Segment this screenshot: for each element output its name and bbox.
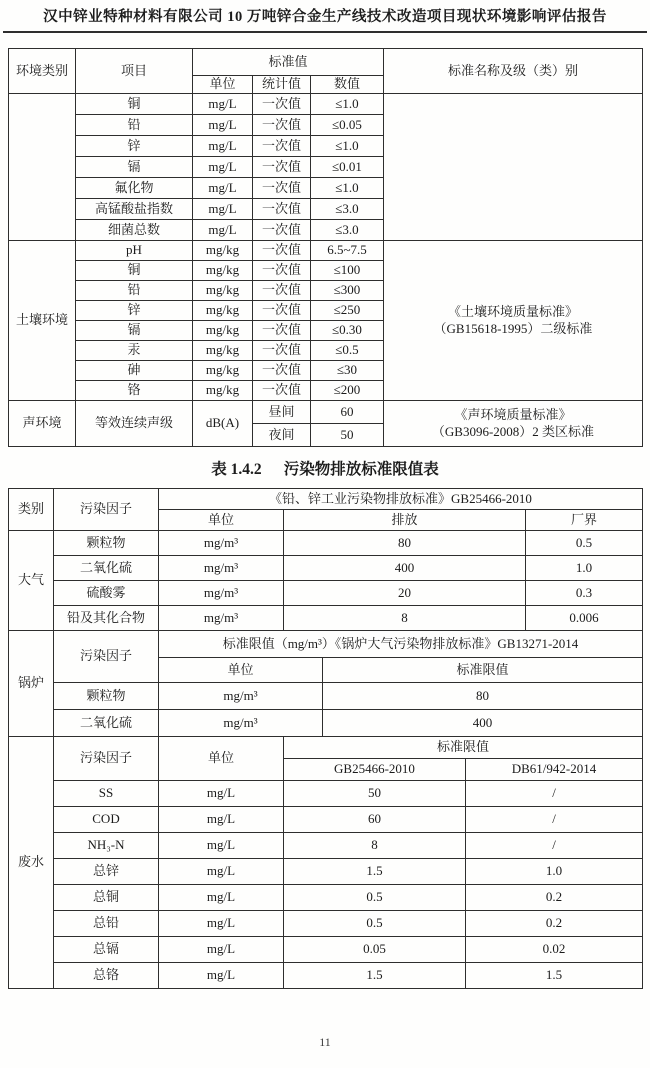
standard-name-line1: 《土壤环境质量标准》 (447, 304, 578, 320)
value-cell: ≤0.05 (311, 115, 384, 136)
air-standard-header: 《铅、锌工业污染物排放标准》GB25466-2010 (159, 489, 643, 510)
boundary-cell: 0.006 (526, 606, 643, 631)
gb-limit-cell: 50 (284, 781, 466, 807)
wastewater-limit-header: 标准限值 (284, 737, 643, 759)
table-caption-text: 污染物排放标准限值表 (283, 461, 439, 478)
header-rule (3, 31, 647, 33)
stat-cell: 一次值 (253, 261, 311, 281)
standard-name-cell-empty (384, 94, 643, 241)
factor-cell: 总锌 (54, 859, 159, 885)
stat-cell: 一次值 (253, 321, 311, 341)
boiler-subheader-limit: 标准限值 (323, 658, 643, 683)
gb-limit-cell: 8 (284, 833, 466, 859)
value-cell: ≤300 (311, 281, 384, 301)
value-cell: 6.5~7.5 (311, 241, 384, 261)
item-cell: 镉 (76, 321, 193, 341)
value-cell: 50 (311, 424, 384, 447)
value-cell: ≤3.0 (311, 220, 384, 241)
value-cell: ≤200 (311, 381, 384, 401)
gb-limit-cell: 0.5 (284, 911, 466, 937)
col-header-standard-value: 标准值 (193, 49, 384, 76)
standard-name-line2: （GB3096-2008）2 类区标准 (431, 423, 595, 439)
db-limit-cell: 1.0 (466, 859, 643, 885)
document-header (0, 0, 650, 33)
value-cell: 60 (311, 401, 384, 424)
factor-cell: 二氧化硫 (54, 556, 159, 581)
factor-cell: 颗粒物 (54, 531, 159, 556)
category-cell-wastewater: 废水 (9, 737, 54, 989)
item-cell: 氟化物 (76, 178, 193, 199)
unit-cell: mg/L (193, 136, 253, 157)
unit-cell: mg/m³ (159, 710, 323, 737)
air-subheader-emission: 排放 (284, 510, 526, 531)
stat-cell: 一次值 (253, 361, 311, 381)
category-cell-noise: 声环境 (9, 401, 76, 447)
emission-limits-table (8, 488, 643, 989)
stat-cell: 一次值 (253, 281, 311, 301)
unit-cell: mg/kg (193, 261, 253, 281)
value-cell: ≤0.30 (311, 321, 384, 341)
period-cell: 夜间 (253, 424, 311, 447)
gb-limit-cell: 0.5 (284, 885, 466, 911)
item-cell-noise: 等效连续声级 (76, 401, 193, 447)
item-cell: 镉 (76, 157, 193, 178)
unit-cell: mg/L (193, 157, 253, 178)
item-cell: 铬 (76, 381, 193, 401)
emission-cell: 400 (284, 556, 526, 581)
db-limit-cell: 0.2 (466, 885, 643, 911)
unit-cell: mg/m³ (159, 556, 284, 581)
db-limit-cell: 0.02 (466, 937, 643, 963)
unit-cell-noise: dB(A) (193, 401, 253, 447)
unit-cell: mg/L (159, 807, 284, 833)
stat-cell: 一次值 (253, 157, 311, 178)
standard-name-line1: 《声环境质量标准》 (454, 407, 572, 423)
col-header-category: 类别 (9, 489, 54, 531)
value-cell: ≤0.5 (311, 341, 384, 361)
db-limit-cell: 1.5 (466, 963, 643, 989)
col-header-value: 数值 (311, 76, 384, 94)
wastewater-subheader-gb: GB25466-2010 (284, 759, 466, 781)
emission-cell: 80 (284, 531, 526, 556)
boundary-cell: 1.0 (526, 556, 643, 581)
factor-cell: 总铬 (54, 963, 159, 989)
stat-cell: 一次值 (253, 199, 311, 220)
value-cell: ≤1.0 (311, 178, 384, 199)
gb-limit-cell: 60 (284, 807, 466, 833)
col-header-item: 项目 (76, 49, 193, 94)
factor-cell: 硫酸雾 (54, 581, 159, 606)
db-limit-cell: 0.2 (466, 911, 643, 937)
boundary-cell: 0.3 (526, 581, 643, 606)
emission-cell: 8 (284, 606, 526, 631)
item-cell: 高锰酸盐指数 (76, 199, 193, 220)
value-cell: ≤30 (311, 361, 384, 381)
unit-cell: mg/kg (193, 281, 253, 301)
stat-cell: 一次值 (253, 220, 311, 241)
unit-cell: mg/m³ (159, 581, 284, 606)
stat-cell: 一次值 (253, 381, 311, 401)
factor-cell: 总铅 (54, 911, 159, 937)
category-cell-empty (9, 94, 76, 241)
page-number: 11 (319, 1035, 331, 1049)
standard-name-line2: （GB15618-1995）二级标准 (433, 320, 593, 336)
col-header-category: 环境类别 (9, 49, 76, 94)
wastewater-subheader-db: DB61/942-2014 (466, 759, 643, 781)
limit-cell: 400 (323, 710, 643, 737)
item-cell: 铜 (76, 94, 193, 115)
document-title: 汉中锌业特种材料有限公司 10 万吨锌合金生产线技术改造项目现状环境影响评估报告 (43, 9, 607, 25)
stat-cell: 一次值 (253, 301, 311, 321)
air-subheader-unit: 单位 (159, 510, 284, 531)
unit-cell: mg/L (193, 115, 253, 136)
unit-cell: mg/kg (193, 381, 253, 401)
unit-cell: mg/m³ (159, 683, 323, 710)
value-cell: ≤3.0 (311, 199, 384, 220)
db-limit-cell: / (466, 833, 643, 859)
standard-name-cell-soil (384, 241, 643, 401)
db-limit-cell: / (466, 807, 643, 833)
emission-cell: 20 (284, 581, 526, 606)
category-cell-soil: 土壤环境 (9, 241, 76, 401)
unit-cell: mg/L (159, 911, 284, 937)
item-cell: 铜 (76, 261, 193, 281)
unit-cell: mg/kg (193, 341, 253, 361)
boiler-factor-header: 污染因子 (54, 631, 159, 683)
standards-quality-table (8, 48, 643, 447)
item-cell: 铅 (76, 281, 193, 301)
wastewater-factor-header: 污染因子 (54, 737, 159, 781)
boundary-cell: 0.5 (526, 531, 643, 556)
unit-cell: mg/L (159, 859, 284, 885)
factor-cell: COD (54, 807, 159, 833)
category-cell-air: 大气 (9, 531, 54, 631)
factor-cell: SS (54, 781, 159, 807)
value-cell: ≤100 (311, 261, 384, 281)
factor-cell: 颗粒物 (54, 683, 159, 710)
gb-limit-cell: 1.5 (284, 859, 466, 885)
stat-cell: 一次值 (253, 341, 311, 361)
unit-cell: mg/L (159, 963, 284, 989)
gb-limit-cell: 1.5 (284, 963, 466, 989)
item-cell: 细菌总数 (76, 220, 193, 241)
unit-cell: mg/kg (193, 321, 253, 341)
unit-cell: mg/kg (193, 361, 253, 381)
db-limit-cell: / (466, 781, 643, 807)
factor-cell: 总镉 (54, 937, 159, 963)
factor-cell: 总铜 (54, 885, 159, 911)
air-subheader-boundary: 厂界 (526, 510, 643, 531)
boiler-subheader-unit: 单位 (159, 658, 323, 683)
unit-cell: mg/kg (193, 241, 253, 261)
stat-cell: 一次值 (253, 241, 311, 261)
stat-cell: 一次值 (253, 178, 311, 199)
item-cell: 砷 (76, 361, 193, 381)
standard-name-cell-noise (384, 401, 643, 447)
unit-cell: mg/L (159, 781, 284, 807)
stat-cell: 一次值 (253, 115, 311, 136)
table-caption (0, 457, 650, 479)
item-cell: 汞 (76, 341, 193, 361)
item-cell: 铅 (76, 115, 193, 136)
category-cell-boiler: 锅炉 (9, 631, 54, 737)
col-header-unit: 单位 (193, 76, 253, 94)
value-cell: ≤1.0 (311, 136, 384, 157)
wastewater-unit-header: 单位 (159, 737, 284, 781)
value-cell: ≤0.01 (311, 157, 384, 178)
unit-cell: mg/L (193, 220, 253, 241)
limit-cell: 80 (323, 683, 643, 710)
stat-cell: 一次值 (253, 94, 311, 115)
unit-cell: mg/L (193, 199, 253, 220)
item-cell: 锌 (76, 301, 193, 321)
item-cell: pH (76, 241, 193, 261)
unit-cell: mg/L (193, 178, 253, 199)
factor-cell: 铅及其化合物 (54, 606, 159, 631)
value-cell: ≤1.0 (311, 94, 384, 115)
unit-cell: mg/L (193, 94, 253, 115)
unit-cell: mg/kg (193, 301, 253, 321)
period-cell: 昼间 (253, 401, 311, 424)
unit-cell: mg/L (159, 885, 284, 911)
unit-cell: mg/m³ (159, 531, 284, 556)
table-caption-number: 表 1.4.2 (211, 461, 262, 478)
unit-cell: mg/L (159, 833, 284, 859)
gb-limit-cell: 0.05 (284, 937, 466, 963)
item-cell: 锌 (76, 136, 193, 157)
unit-cell: mg/m³ (159, 606, 284, 631)
col-header-standard-name: 标准名称及级（类）别 (384, 49, 643, 94)
stat-cell: 一次值 (253, 136, 311, 157)
factor-cell: NH₃-N (54, 833, 159, 859)
value-cell: ≤250 (311, 301, 384, 321)
factor-cell: 二氧化硫 (54, 710, 159, 737)
boiler-standard-header: 标准限值（mg/m³）《锅炉大气污染物排放标准》GB13271-2014 (159, 631, 643, 658)
unit-cell: mg/L (159, 937, 284, 963)
col-header-stat: 统计值 (253, 76, 311, 94)
col-header-factor: 污染因子 (54, 489, 159, 531)
